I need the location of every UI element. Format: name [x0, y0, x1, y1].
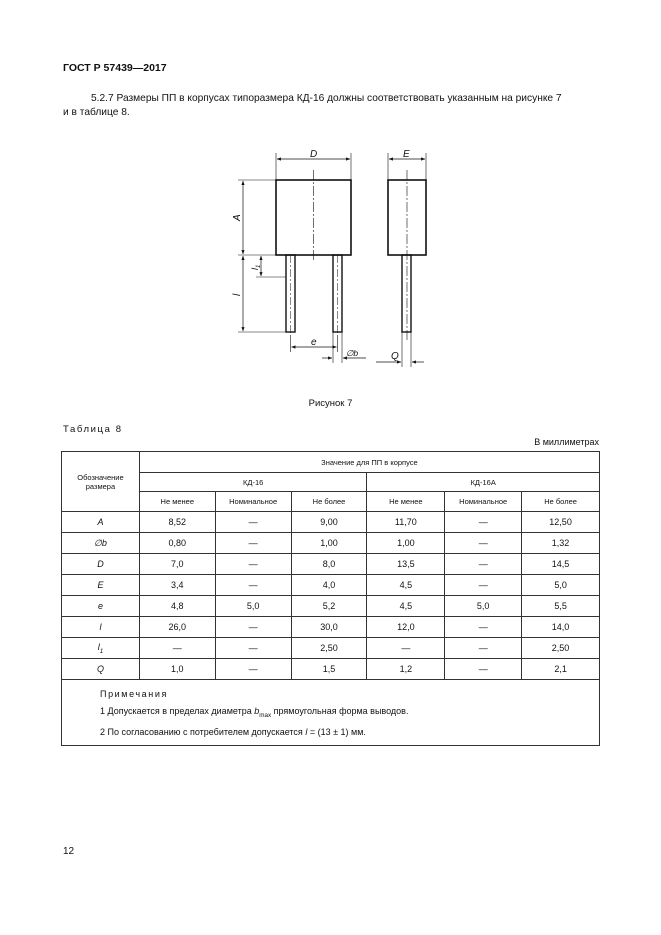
table-cell: —: [215, 617, 291, 638]
table-cell: 14,5: [522, 554, 600, 575]
table-row: [62, 617, 600, 638]
table-row: [62, 554, 600, 575]
table-cell: 11,70: [367, 512, 445, 533]
table-cell: 1,00: [291, 533, 367, 554]
table-cell: 4,5: [367, 596, 445, 617]
label-l: l: [232, 293, 243, 296]
row-param: ∅b: [62, 533, 140, 554]
figure-caption: Рисунок 7: [308, 398, 353, 409]
col-header: Номинальное: [445, 492, 522, 512]
table-cell: —: [445, 575, 522, 596]
package-header-kd16: КД-16: [139, 473, 367, 492]
table-cell: 1,0: [139, 659, 215, 680]
figure-7-drawing: [0, 0, 661, 400]
table-cell: —: [215, 554, 291, 575]
group-header: Значение для ПП в корпусе: [139, 452, 599, 473]
table-cell: 5,5: [522, 596, 600, 617]
row-param: Q: [62, 659, 140, 680]
table-cell: 13,5: [367, 554, 445, 575]
row-param: A: [62, 512, 140, 533]
table-cell: —: [215, 575, 291, 596]
table-units: В миллиметрах: [534, 437, 599, 447]
col-header: Не менее: [139, 492, 215, 512]
col-header: Номинальное: [215, 492, 291, 512]
table-row: [62, 512, 600, 533]
table-cell: 1,00: [367, 533, 445, 554]
table-cell: —: [367, 638, 445, 659]
table-cell: 5,0: [522, 575, 600, 596]
side-lead: [402, 255, 411, 332]
table-cell: 3,4: [139, 575, 215, 596]
table-cell: 5,0: [445, 596, 522, 617]
row-param: E: [62, 575, 140, 596]
table-cell: 8,0: [291, 554, 367, 575]
row-param: D: [62, 554, 140, 575]
table-label: Таблица 8: [63, 424, 123, 435]
paragraph-line-1: 5.2.7 Размеры ПП в корпусах типоразмера КД-16 должны соответствовать указанным на рисунке 7: [91, 93, 562, 104]
table-cell: 30,0: [291, 617, 367, 638]
table-row: [62, 596, 600, 617]
table-row: [62, 638, 600, 659]
package-header-kd16a: КД-16А: [367, 473, 600, 492]
table-cell: 26,0: [139, 617, 215, 638]
table-cell: —: [215, 638, 291, 659]
table-cell: 5,0: [215, 596, 291, 617]
param-header: Обозначение размера: [62, 452, 140, 512]
dimensions-table: [61, 451, 600, 746]
row-param: $l_1$: [62, 638, 140, 659]
table-cell: 12,0: [367, 617, 445, 638]
table-cell: 7,0: [139, 554, 215, 575]
document-header: ГОСТ Р 57439—2017: [63, 62, 167, 74]
notes-title: Примечания: [100, 689, 168, 699]
table-cell: 2,50: [291, 638, 367, 659]
table-cell: —: [445, 638, 522, 659]
table-cell: —: [445, 533, 522, 554]
table-cell: —: [445, 659, 522, 680]
page-number: 12: [63, 846, 75, 857]
row-param: l: [62, 617, 140, 638]
table-cell: 9,00: [291, 512, 367, 533]
table-cell: —: [445, 554, 522, 575]
table-cell: —: [215, 659, 291, 680]
note-1: 1 Допускается в пределах диаметра $b_{max}$ прямоугольная форма выводов.: [100, 706, 409, 719]
table-cell: 1,5: [291, 659, 367, 680]
label-E: E: [403, 149, 410, 160]
table-cell: 0,80: [139, 533, 215, 554]
table-cell: 8,52: [139, 512, 215, 533]
row-param: e: [62, 596, 140, 617]
col-header: Не менее: [367, 492, 445, 512]
label-D: D: [310, 149, 318, 160]
label-l1: $l_1$: [250, 264, 262, 270]
table-cell: —: [139, 638, 215, 659]
table-cell: 4,0: [291, 575, 367, 596]
table-cell: 14,0: [522, 617, 600, 638]
label-Q: Q: [391, 351, 399, 362]
table-cell: —: [445, 512, 522, 533]
table-cell: —: [215, 512, 291, 533]
table-cell: 4,5: [367, 575, 445, 596]
table-cell: 12,50: [522, 512, 600, 533]
table-cell: 5,2: [291, 596, 367, 617]
table-cell: 2,50: [522, 638, 600, 659]
table-cell: 1,2: [367, 659, 445, 680]
paragraph-line-2: и в таблице 8.: [63, 107, 130, 118]
table-body: [62, 512, 600, 680]
table-cell: 4,8: [139, 596, 215, 617]
table-cell: —: [445, 617, 522, 638]
table-row: [62, 659, 600, 680]
table-row: [62, 533, 600, 554]
col-header: Не более: [522, 492, 600, 512]
table-cell: 1,32: [522, 533, 600, 554]
label-b: ∅b: [346, 348, 359, 358]
note-2: 2 По согласованию с потребителем допускается l = (13 ± 1) мм.: [100, 726, 366, 737]
col-header: Не более: [291, 492, 367, 512]
label-A: A: [232, 214, 243, 221]
table-notes: [62, 680, 600, 746]
table-row: [62, 575, 600, 596]
label-e: e: [311, 337, 317, 348]
table-cell: 2,1: [522, 659, 600, 680]
table-cell: —: [215, 533, 291, 554]
